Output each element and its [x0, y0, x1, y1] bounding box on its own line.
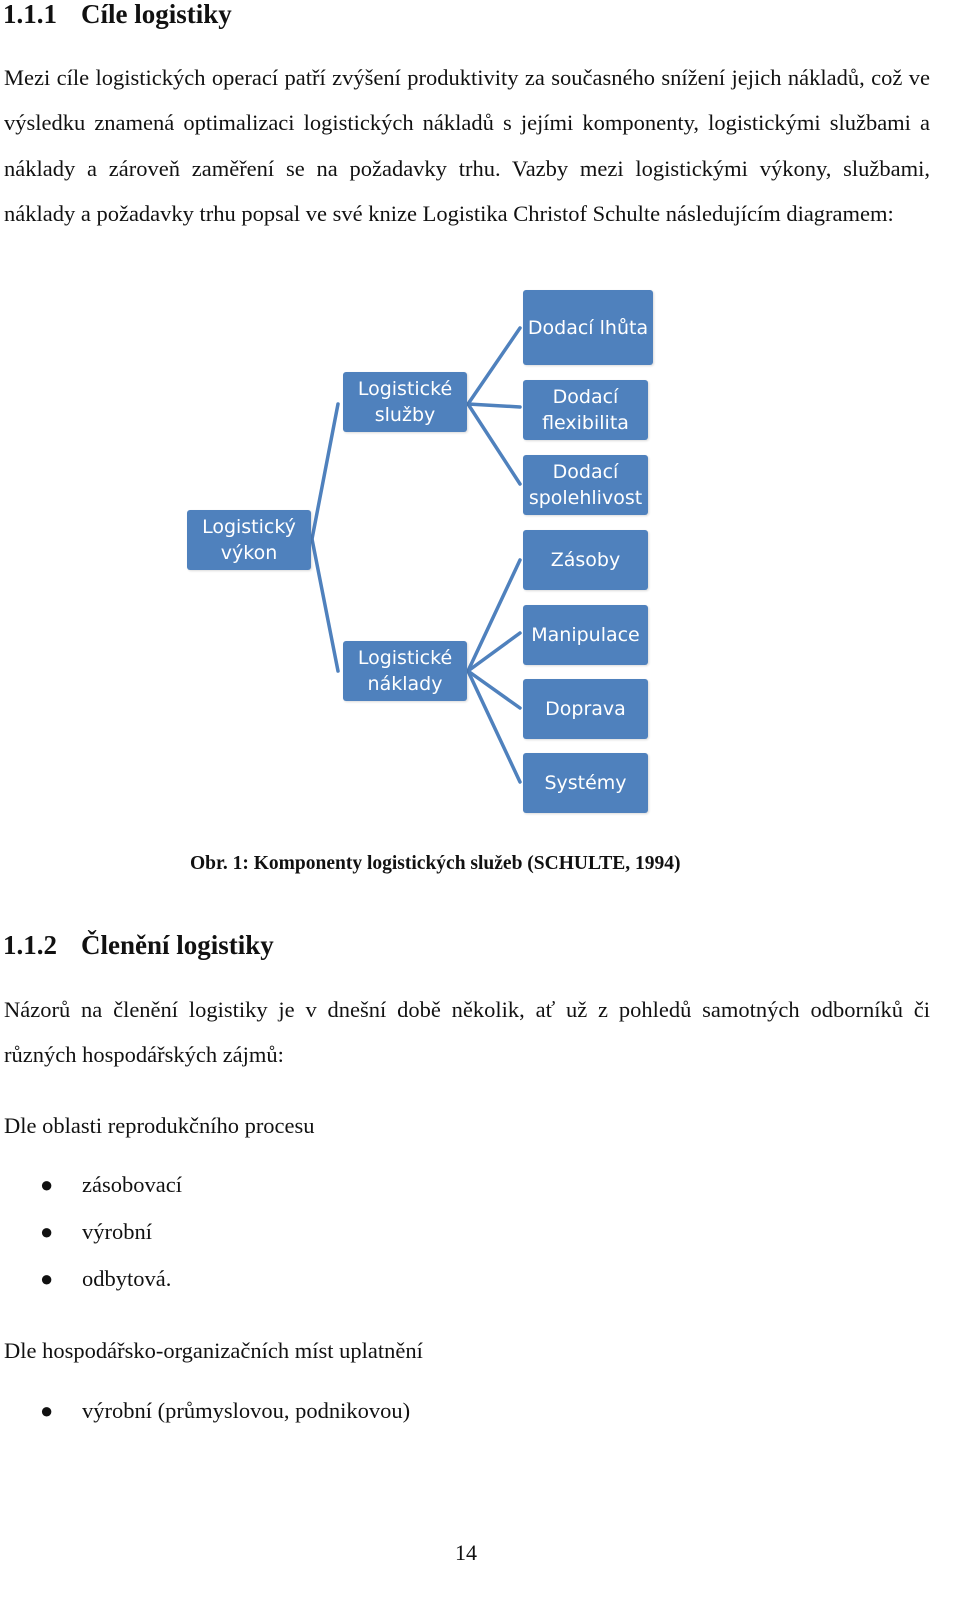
list-item: ● odbytová. — [40, 1264, 182, 1311]
connector-root-services — [312, 404, 338, 539]
section-number: 1.1.2 — [3, 930, 57, 960]
node-logistic-services: Logistické služby — [343, 372, 467, 432]
node-delivery-reliability: Dodací spolehlivost — [523, 455, 648, 515]
bullet-icon: ● — [40, 1398, 54, 1423]
bullet-icon: ● — [40, 1172, 54, 1197]
connector-costs-inventory — [468, 560, 520, 671]
connector-services-lead-time — [468, 328, 520, 404]
list-heading-reproduction-process: Dle oblasti reprodukčního procesu — [4, 1113, 315, 1138]
section-heading-1-1-1 — [3, 0, 232, 30]
node-transport: Doprava — [523, 679, 648, 739]
logistics-diagram — [0, 280, 960, 825]
node-inventory: Zásoby — [523, 530, 648, 590]
node-handling: Manipulace — [523, 605, 648, 665]
bullet-icon: ● — [40, 1266, 54, 1291]
page-number: 14 — [455, 1540, 477, 1565]
bullet-list-reproduction-process — [40, 1170, 182, 1311]
list-item: ● výrobní (průmyslovou, podnikovou) — [40, 1396, 410, 1443]
connector-services-reliability — [468, 404, 520, 484]
node-logistic-performance: Logistický výkon — [187, 510, 311, 570]
list-heading-organizational-places: Dle hospodářsko-organizačních míst uplatnění — [4, 1338, 423, 1363]
section-number: 1.1.1 — [3, 0, 57, 29]
bullet-list-organizational-places — [40, 1396, 410, 1443]
list-item: ● výrobní — [40, 1217, 182, 1264]
section-title: Cíle logistiky — [81, 0, 232, 29]
diagram-connectors — [0, 280, 960, 825]
node-delivery-flexibility: Dodací flexibilita — [523, 380, 648, 440]
node-logistic-costs: Logistické náklady — [343, 641, 467, 701]
bullet-icon: ● — [40, 1219, 54, 1244]
section-heading-1-1-2 — [3, 929, 274, 961]
figure-caption: Obr. 1: Komponenty logistických služeb (SCHULTE, 1994) — [190, 853, 681, 874]
connector-root-costs — [312, 539, 338, 671]
section-title: Členění logistiky — [81, 930, 274, 960]
connector-services-flexibility — [468, 404, 520, 407]
node-systems: Systémy — [523, 753, 648, 813]
classification-paragraph: Názorů na členění logistiky je v dnešní době několik, ať už z pohledů samotných odborníků či různých hospodářských zájmů: — [4, 997, 930, 1068]
list-item: ● zásobovací — [40, 1170, 182, 1217]
node-lead-time: Dodací lhůta — [523, 290, 653, 365]
intro-paragraph: Mezi cíle logistických operací patří zvýšení produktivity za současného snížení jejich nákladů, což ve výsledku znamená optimalizaci logistických nákladů s jejími komponenty, logistickými službami a náklady a zároveň zaměření se na požadavky trhu. Vazby mezi logistickými výkony, službami, náklady a požadavky trhu popsal ve své knize Logistika Christof Schulte následujícím diagramem: — [4, 65, 930, 226]
